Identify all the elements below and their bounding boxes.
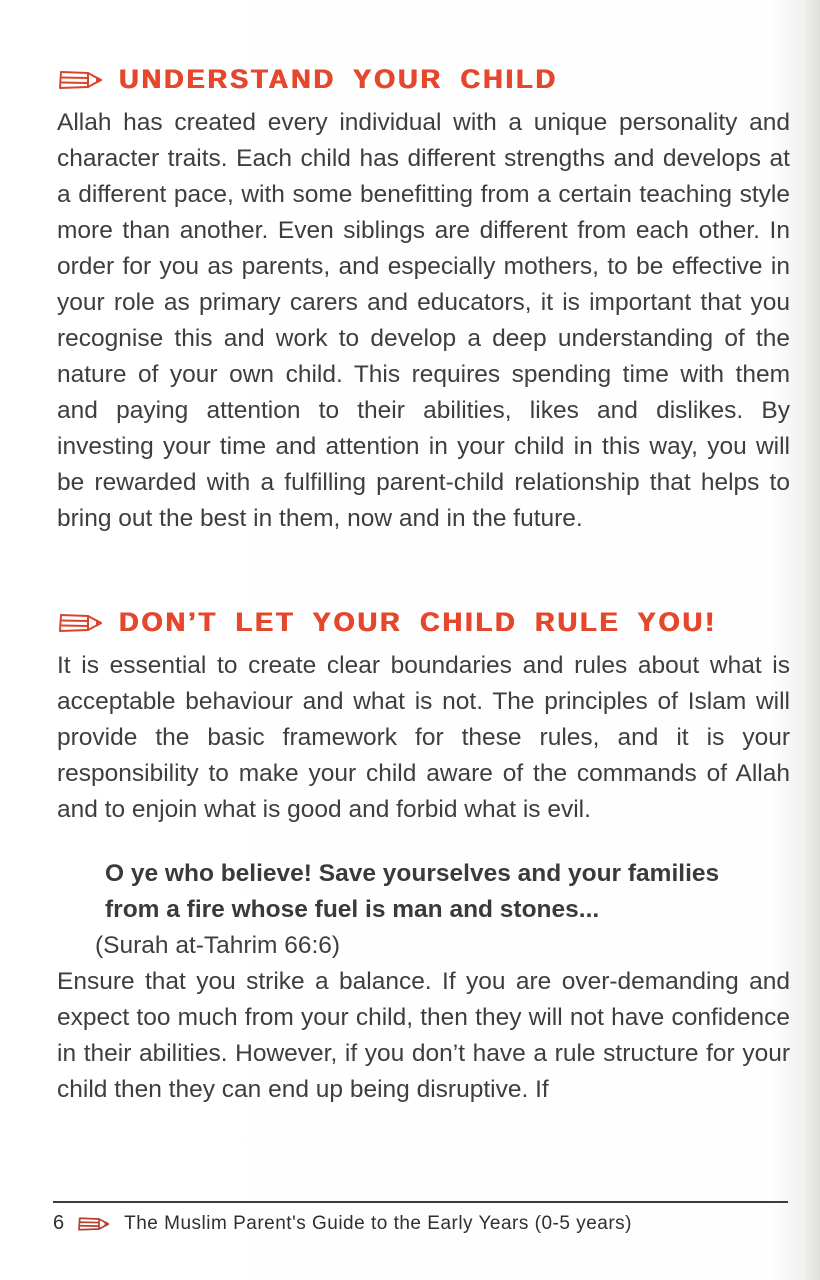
book-title: The Muslim Parent's Guide to the Early Years (0-5 years) [124, 1212, 633, 1234]
paragraph: Ensure that you strike a balance. If you are over-demanding and expect too much from your child, then they will not have confidence in their abilities. However, if you don’t have a rule structure for your child then they can end up being disruptive. If [57, 968, 790, 1103]
section-dont-let-your-child-rule-you [57, 607, 790, 1108]
page-number: 6 [53, 1212, 65, 1234]
paragraph: It is essential to create clear boundaries and rules about what is acceptable behaviour and what is not. The principles of Islam will provide the basic framework for these rules, and it is your responsibility to make your child aware of the commands of Allah and to enjoin what is good and forbid what is evil. [57, 652, 790, 823]
quote-text: O ye who believe! Save yourselves and your families from a fire whose fuel is man and stones... [105, 860, 720, 923]
quran-quote-block [95, 856, 760, 964]
pencil-icon [57, 609, 105, 637]
section-title: UNDERSTAND YOUR CHILD [119, 64, 559, 94]
section-title: DON’T LET YOUR CHILD RULE YOU! [119, 607, 718, 637]
section-heading-row [57, 64, 790, 95]
section-heading-row [57, 607, 790, 638]
paragraph: Allah has created every individual with a unique personality and character traits. Each child has different strengths and develops at a different pace, with some benefitting from a certain teaching style more than another. Even siblings are different from each other. In order for you as parents, and especially mothers, to be effective in your role as primary carers and educators, it is important that you recognise this and work to develop a deep understanding of the nature of your own child. This requires spending time with them and paying attention to their abilities, likes and dislikes. By investing your time and attention in your child in this way, you will be rewarded with a fulfilling parent-child relationship that helps to bring out the best in them, now and in the future. [57, 109, 790, 532]
quote-citation: (Surah at-Tahrim 66:6) [95, 932, 341, 959]
pencil-icon [76, 1214, 112, 1234]
page-footer [53, 1201, 788, 1235]
pencil-icon [57, 66, 105, 94]
section-understand-your-child [57, 64, 790, 537]
